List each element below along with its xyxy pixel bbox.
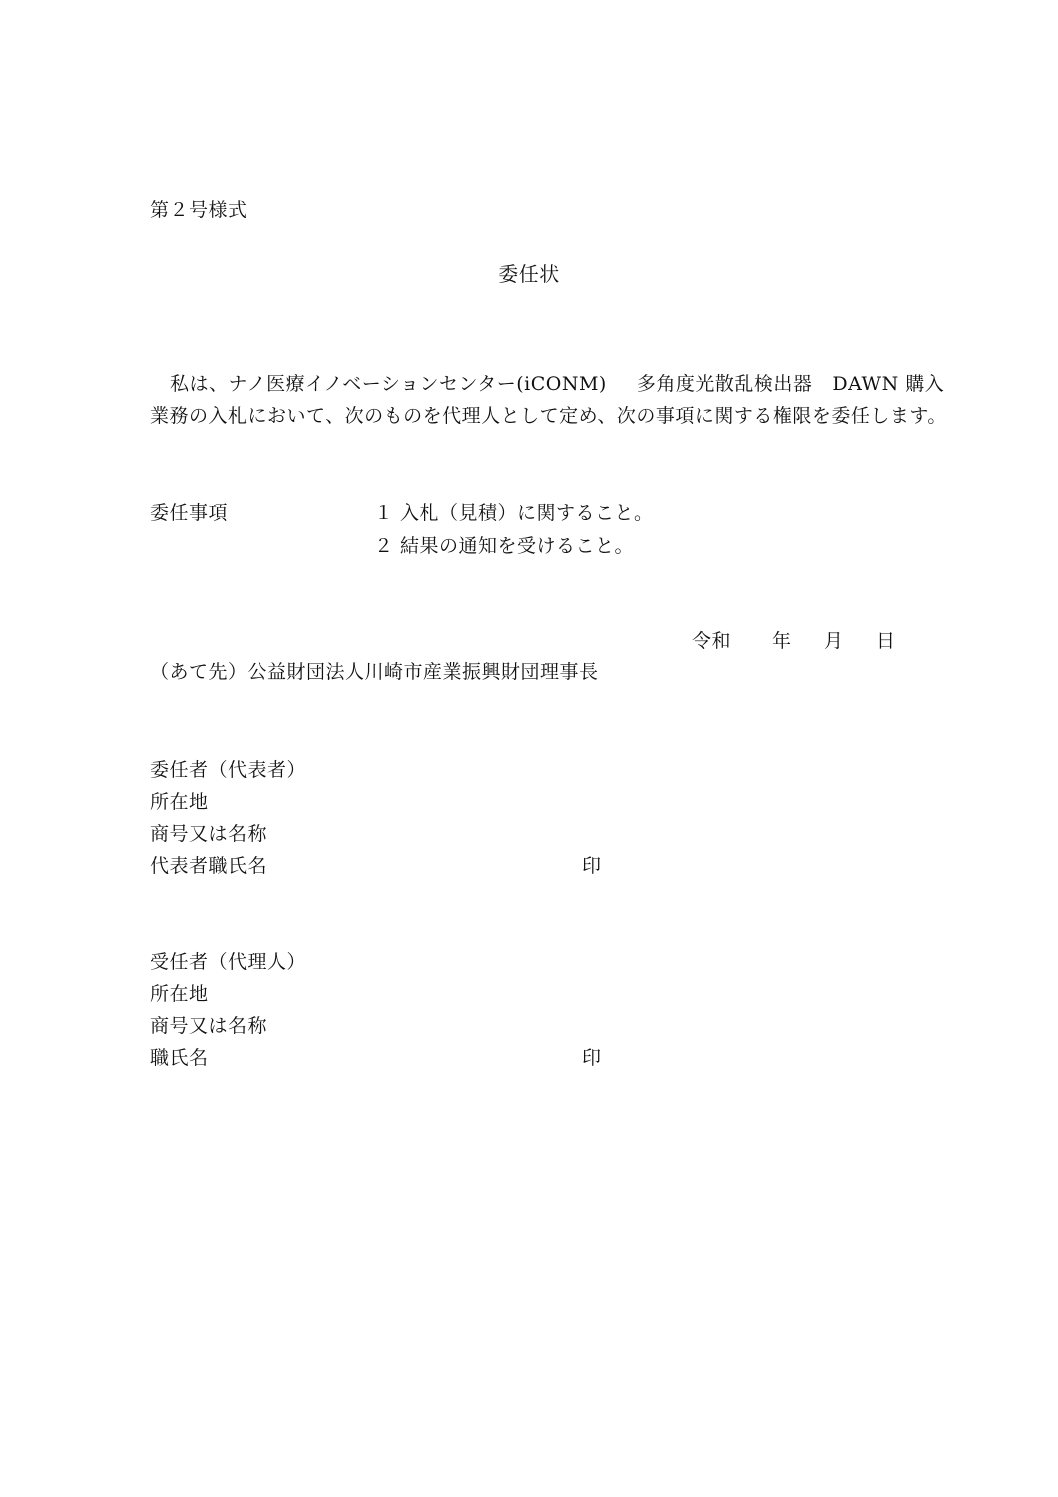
- delegator-seal-mark: 印: [582, 855, 602, 877]
- body-paragraph-line-1: [150, 372, 944, 396]
- date-month: 月: [824, 630, 844, 652]
- matter-item-2: ２ 結果の通知を受けること。: [374, 535, 635, 557]
- delegate-heading: 受任者（代理人）: [150, 951, 307, 973]
- delegate-block: [150, 950, 630, 1080]
- delegate-name-label: 職氏名: [150, 1047, 209, 1069]
- delegate-company-label: 商号又は名称: [150, 1015, 268, 1037]
- document-title: 委任状: [498, 262, 560, 286]
- matter-item-1: １ 入札（見積）に関すること。: [374, 502, 654, 524]
- date-day: 日: [876, 630, 896, 652]
- date-line: [692, 629, 896, 653]
- body-line-1-part-b: 多角度光散乱検出器: [636, 373, 813, 395]
- body-line-1-part-c: DAWN 購入: [832, 373, 945, 395]
- addressee: （あて先）公益財団法人川崎市産業振興財団理事長: [150, 661, 599, 683]
- delegator-address-label: 所在地: [150, 791, 209, 813]
- delegator-heading: 委任者（代表者）: [150, 759, 307, 781]
- delegate-address-label: 所在地: [150, 983, 209, 1005]
- body-line-1-part-a: 私は、ナノ医療イノベーションセンター(iCONM): [170, 373, 607, 395]
- form-number: 第２号様式: [150, 199, 248, 221]
- date-year: 年: [772, 630, 792, 652]
- delegator-representative-label: 代表者職氏名: [150, 855, 268, 877]
- delegator-company-label: 商号又は名称: [150, 823, 268, 845]
- date-era: 令和: [692, 630, 732, 652]
- delegator-block: [150, 758, 630, 888]
- matters-label: 委任事項: [150, 502, 229, 524]
- delegate-seal-mark: 印: [582, 1047, 602, 1069]
- body-paragraph-line-2: 業務の入札において、次のものを代理人として定め、次の事項に関する権限を委任します。: [150, 405, 947, 427]
